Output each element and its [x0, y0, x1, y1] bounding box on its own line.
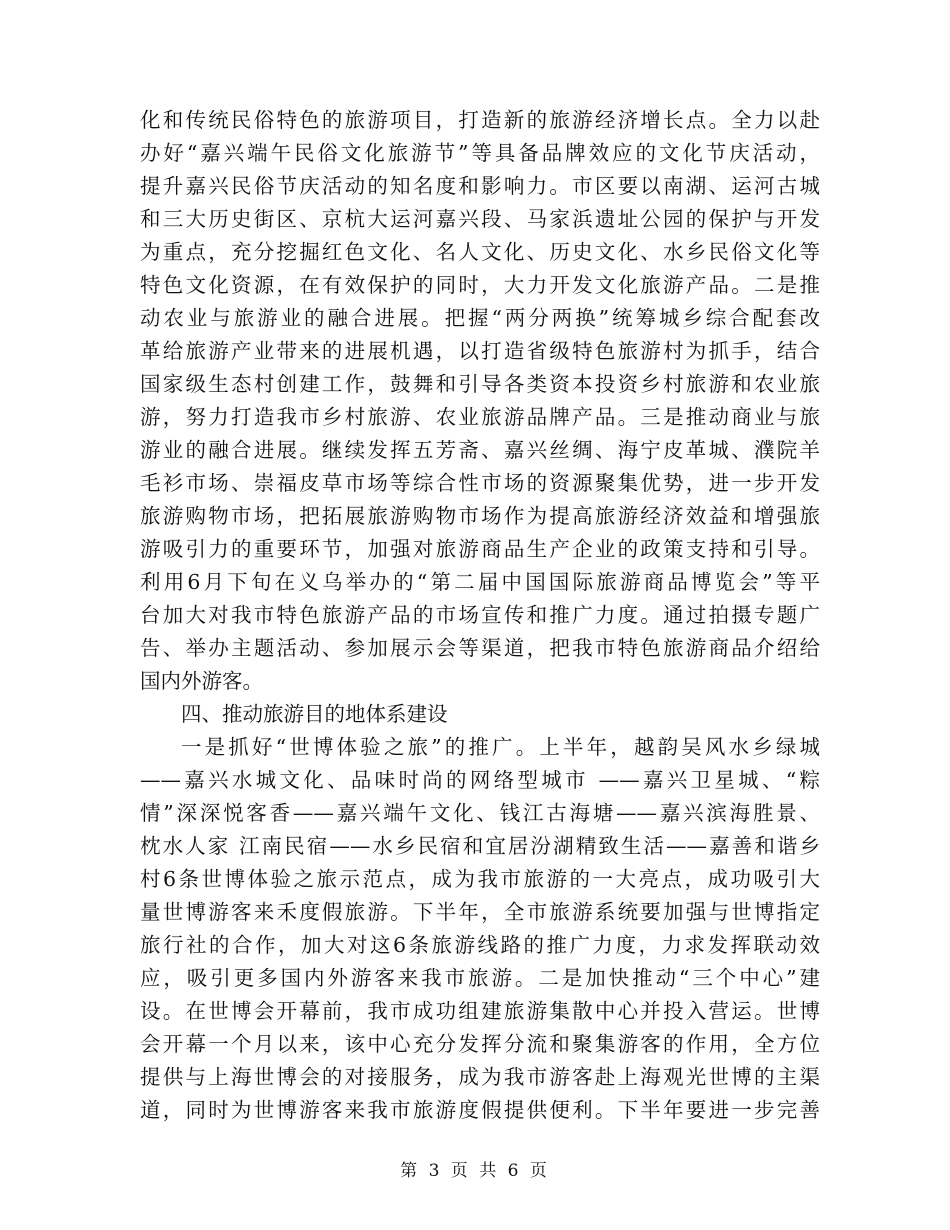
paragraph-line: ——嘉兴水城文化、品味时尚的网络型城市 ——嘉兴卫星城、“粽 — [140, 768, 820, 792]
page-number-footer: 第 3 页 共 6 页 — [400, 1161, 550, 1181]
paragraph-line: 台加大对我市特色旅游产品的市场宣传和推广力度。通过拍摄专题广 — [140, 603, 820, 627]
paragraph-line: 枕水人家 江南民宿——水乡民宿和宜居汾湖精致生活——嘉善和谐乡 — [140, 834, 820, 858]
paragraph-line: 化和传统民俗特色的旅游项目，打造新的旅游经济增长点。全力以赴 — [140, 108, 820, 132]
paragraph-line: 告、举办主题活动、参加展示会等渠道，把我市特色旅游商品介绍给 — [140, 636, 820, 660]
paragraph-line: 应，吸引更多国内外游客来我市旅游。二是加快推动“三个中心”建 — [140, 966, 820, 990]
paragraph-line: 为重点，充分挖掘红色文化、名人文化、历史文化、水乡民俗文化等 — [140, 240, 820, 264]
paragraph-line: 量世博游客来禾度假旅游。下半年，全市旅游系统要加强与世博指定 — [140, 900, 820, 924]
paragraph-line: 游，努力打造我市乡村旅游、农业旅游品牌产品。三是推动商业与旅 — [140, 405, 820, 429]
paragraph-line: 一是抓好“世博体验之旅”的推广。上半年，越韵吴风水乡绿城 — [181, 735, 820, 759]
paragraph-line: 革给旅游产业带来的进展机遇，以打造省级特色旅游村为抓手，结合 — [140, 339, 820, 363]
paragraph-line: 国家级生态村创建工作，鼓舞和引导各类资本投资乡村旅游和农业旅 — [140, 372, 820, 396]
body-text — [140, 104, 820, 1127]
paragraph-line: 毛衫市场、崇福皮草市场等综合性市场的资源聚集优势，进一步开发 — [140, 471, 820, 495]
paragraph-line: 提升嘉兴民俗节庆活动的知名度和影响力。市区要以南湖、运河古城 — [140, 174, 820, 198]
paragraph-line: 村6条世博体验之旅示范点，成为我市旅游的一大亮点，成功吸引大 — [140, 867, 820, 891]
paragraph-line: 旅行社的合作，加大对这6条旅游线路的推广力度，力求发挥联动效 — [140, 933, 820, 957]
paragraph-line: 动农业与旅游业的融合进展。把握“两分两换”统筹城乡综合配套改 — [140, 306, 820, 330]
paragraph-line: 国内外游客。 — [140, 669, 263, 693]
paragraph-line: 道，同时为世博游客来我市旅游度假提供便利。下半年要进一步完善 — [140, 1098, 820, 1122]
paragraph-line: 提供与上海世博会的对接服务，成为我市游客赴上海观光世博的主渠 — [140, 1065, 820, 1089]
paragraph-line: 特色文化资源，在有效保护的同时，大力开发文化旅游产品。二是推 — [140, 273, 820, 297]
paragraph-line: 游业的融合进展。继续发挥五芳斋、嘉兴丝绸、海宁皮革城、濮院羊 — [140, 438, 820, 462]
paragraph-line: 设。在世博会开幕前，我市成功组建旅游集散中心并投入营运。世博 — [140, 999, 820, 1023]
paragraph-line: 会开幕一个月以来，该中心充分发挥分流和聚集游客的作用，全方位 — [140, 1032, 820, 1056]
paragraph-line: 旅游购物市场，把拓展旅游购物市场作为提高旅游经济效益和增强旅 — [140, 504, 820, 528]
paragraph-line: 利用6月下旬在义乌举办的“第二届中国国际旅游商品博览会”等平 — [140, 570, 820, 594]
paragraph-line: 和三大历史街区、京杭大运河嘉兴段、马家浜遗址公园的保护与开发 — [140, 207, 820, 231]
paragraph-line: 游吸引力的重要环节，加强对旅游商品生产企业的政策支持和引导。 — [140, 537, 820, 561]
paragraph-line: 情”深深悦客香——嘉兴端午文化、钱江古海塘——嘉兴滨海胜景、 — [140, 801, 820, 825]
section-heading: 四、推动旅游目的地体系建设 — [181, 702, 448, 726]
paragraph-line: 办好“嘉兴端午民俗文化旅游节”等具备品牌效应的文化节庆活动， — [140, 141, 820, 165]
